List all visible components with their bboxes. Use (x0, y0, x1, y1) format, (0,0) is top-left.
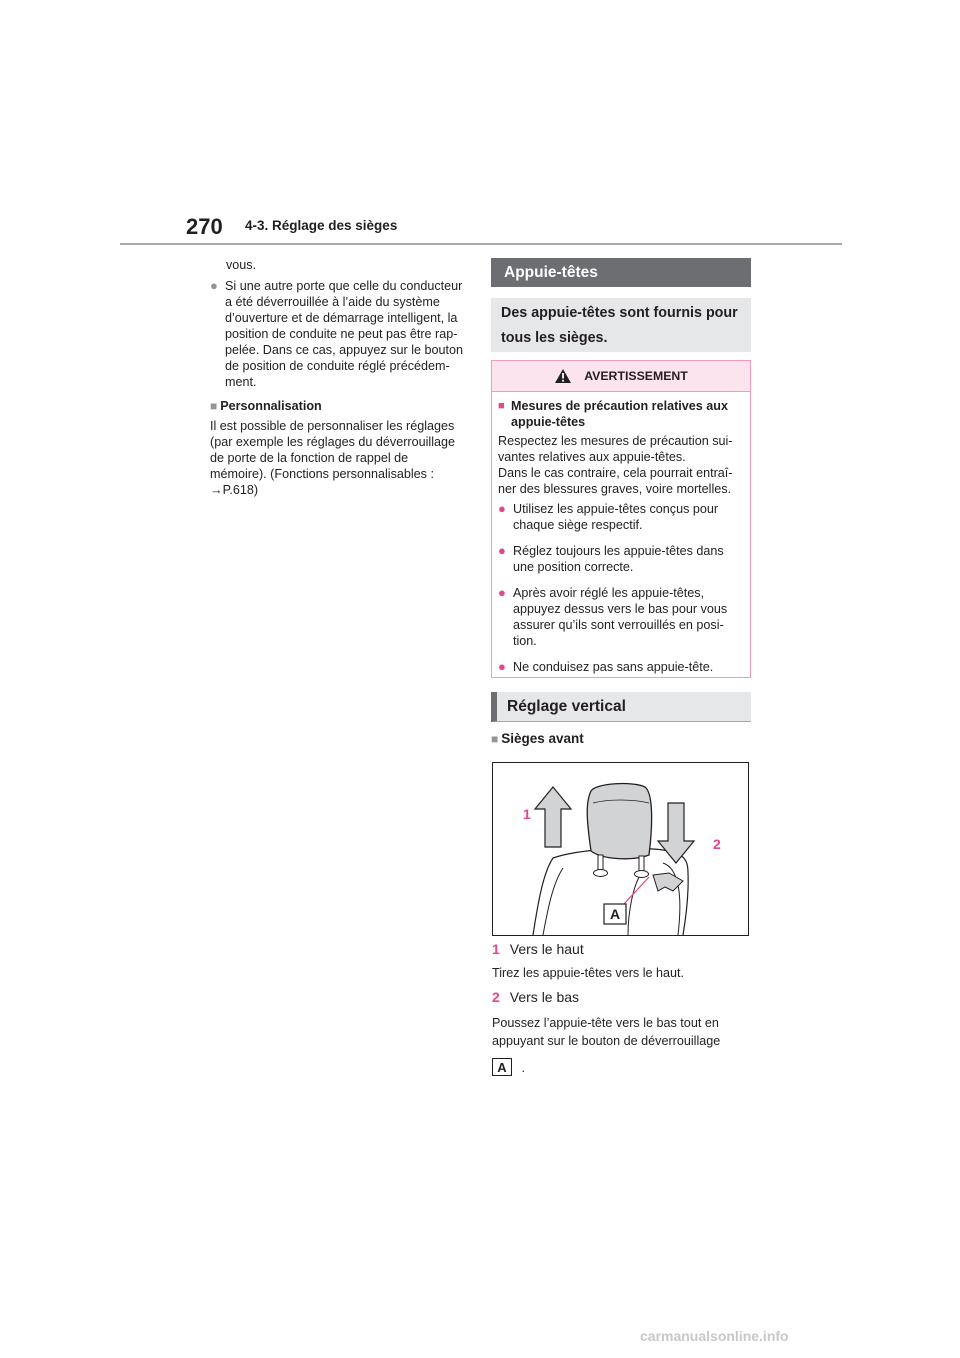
section-title: 4-3. Réglage des sièges (245, 218, 398, 233)
warning-bullet (498, 585, 744, 649)
text-line: (par exemple les réglages du déverrouillage (210, 435, 456, 449)
text-line: Si une autre porte que celle du conducteur (225, 279, 463, 293)
text-line: de position de conduite réglé précédem- (225, 359, 450, 373)
bullet-dot-icon: ● (498, 585, 506, 600)
bullet-dot-icon: ● (498, 543, 506, 558)
text-line: tous les sièges. (501, 330, 608, 346)
label-a-box: A (492, 1058, 512, 1076)
text-line: appuie-têtes (511, 415, 586, 429)
bullet-dot-icon: ● (498, 501, 506, 516)
warning-subtitle (498, 398, 744, 430)
text-line: Poussez l’appuie-tête vers le bas tout en (492, 1016, 719, 1030)
text-line: Des appuie-têtes sont fournis pour (501, 305, 738, 321)
warning-title: AVERTISSEMENT (584, 369, 688, 383)
text-line: vantes relatives aux appuie-têtes. (498, 450, 686, 464)
heading-text: Personnalisation (220, 399, 322, 413)
step-2-label-line (492, 1058, 525, 1076)
text-line: ner des blessures graves, voire mortelles. (498, 482, 732, 496)
step-1-description: Tirez les appuie-têtes vers le haut. (492, 966, 685, 980)
text-line: tion. (513, 634, 537, 648)
header-divider (120, 243, 842, 245)
text-line: une position correcte. (513, 560, 634, 574)
warning-triangle-icon (554, 368, 572, 384)
text-line: appuyez dessus vers le bas pour vous (513, 602, 728, 616)
warning-bullet (498, 659, 744, 675)
continued-text: vous. (226, 258, 257, 272)
page-reference-link[interactable]: →P.618) (210, 483, 259, 497)
text-line: assurer qu’ils sont verrouillés en posi- (513, 618, 724, 632)
text-line: a été déverrouillée à l’aide du système (225, 295, 440, 309)
personalization-heading (210, 398, 468, 414)
step-label: Vers le haut (509, 941, 584, 957)
text-line: mémoire). (Fonctions personnalisables : (210, 467, 434, 481)
vertical-adjustment-band: Réglage vertical (491, 692, 751, 722)
text-line: Mesures de précaution relatives aux (511, 399, 728, 413)
text-line: Il est possible de personnaliser les réglages (210, 419, 455, 433)
personalization-text (210, 418, 468, 498)
text-line: Dans le cas contraire, cela pourrait entraî- (498, 466, 733, 480)
text-line: d’ouverture et de démarrage intelligent, la (225, 311, 458, 325)
step-2 (492, 989, 579, 1005)
text-line: Après avoir réglé les appuie-têtes, (513, 586, 705, 600)
warning-header (492, 361, 750, 392)
text-line: appuyant sur le bouton de déverrouillage (492, 1034, 721, 1048)
headrest-illustration (493, 763, 748, 935)
step-number: 2 (492, 989, 500, 1005)
step-number: 1 (492, 941, 500, 957)
warning-bullet (498, 543, 744, 575)
figure-label-2: 2 (713, 836, 721, 852)
bullet-memory-recall (210, 278, 468, 390)
bullet-dot-icon: ● (210, 278, 218, 293)
square-bullet-icon: ■ (210, 399, 218, 413)
figure-label-a: A (609, 906, 621, 922)
text-line: position de conduite ne peut pas être rap- (225, 327, 458, 341)
headrests-intro (491, 298, 751, 352)
text-line: chaque siège respectif. (513, 518, 643, 532)
heading-text: Sièges avant (501, 731, 584, 746)
text-line: Utilisez les appuie-têtes conçus pour (513, 502, 719, 516)
text-line: de porte de la fonction de rappel de (210, 451, 409, 465)
text-line: Respectez les mesures de précaution sui- (498, 434, 733, 448)
text-line: Réglez toujours les appuie-têtes dans (513, 544, 724, 558)
text-line: ment. (225, 375, 257, 389)
text-line: pelée. Dans ce cas, appuyez sur le bouton (225, 343, 464, 357)
warning-text (498, 433, 744, 497)
headrest-figure (492, 762, 749, 936)
text-end: . (521, 1061, 525, 1075)
text-line: Ne conduisez pas sans appuie-tête. (513, 660, 714, 674)
bullet-dot-icon: ● (498, 659, 506, 674)
step-1 (492, 941, 584, 957)
step-label: Vers le bas (509, 989, 580, 1005)
headrests-band-title: Appuie-têtes (491, 258, 751, 287)
page-number: 270 (186, 214, 223, 239)
figure-label-1: 1 (523, 806, 531, 822)
watermark: carmanualsonline.info (640, 1328, 789, 1344)
warning-bullet (498, 501, 744, 533)
square-bullet-icon: ■ (498, 400, 505, 412)
front-seats-heading (491, 731, 584, 747)
warning-box (491, 360, 751, 678)
step-2-description (492, 1014, 720, 1050)
square-bullet-icon: ■ (491, 732, 499, 746)
